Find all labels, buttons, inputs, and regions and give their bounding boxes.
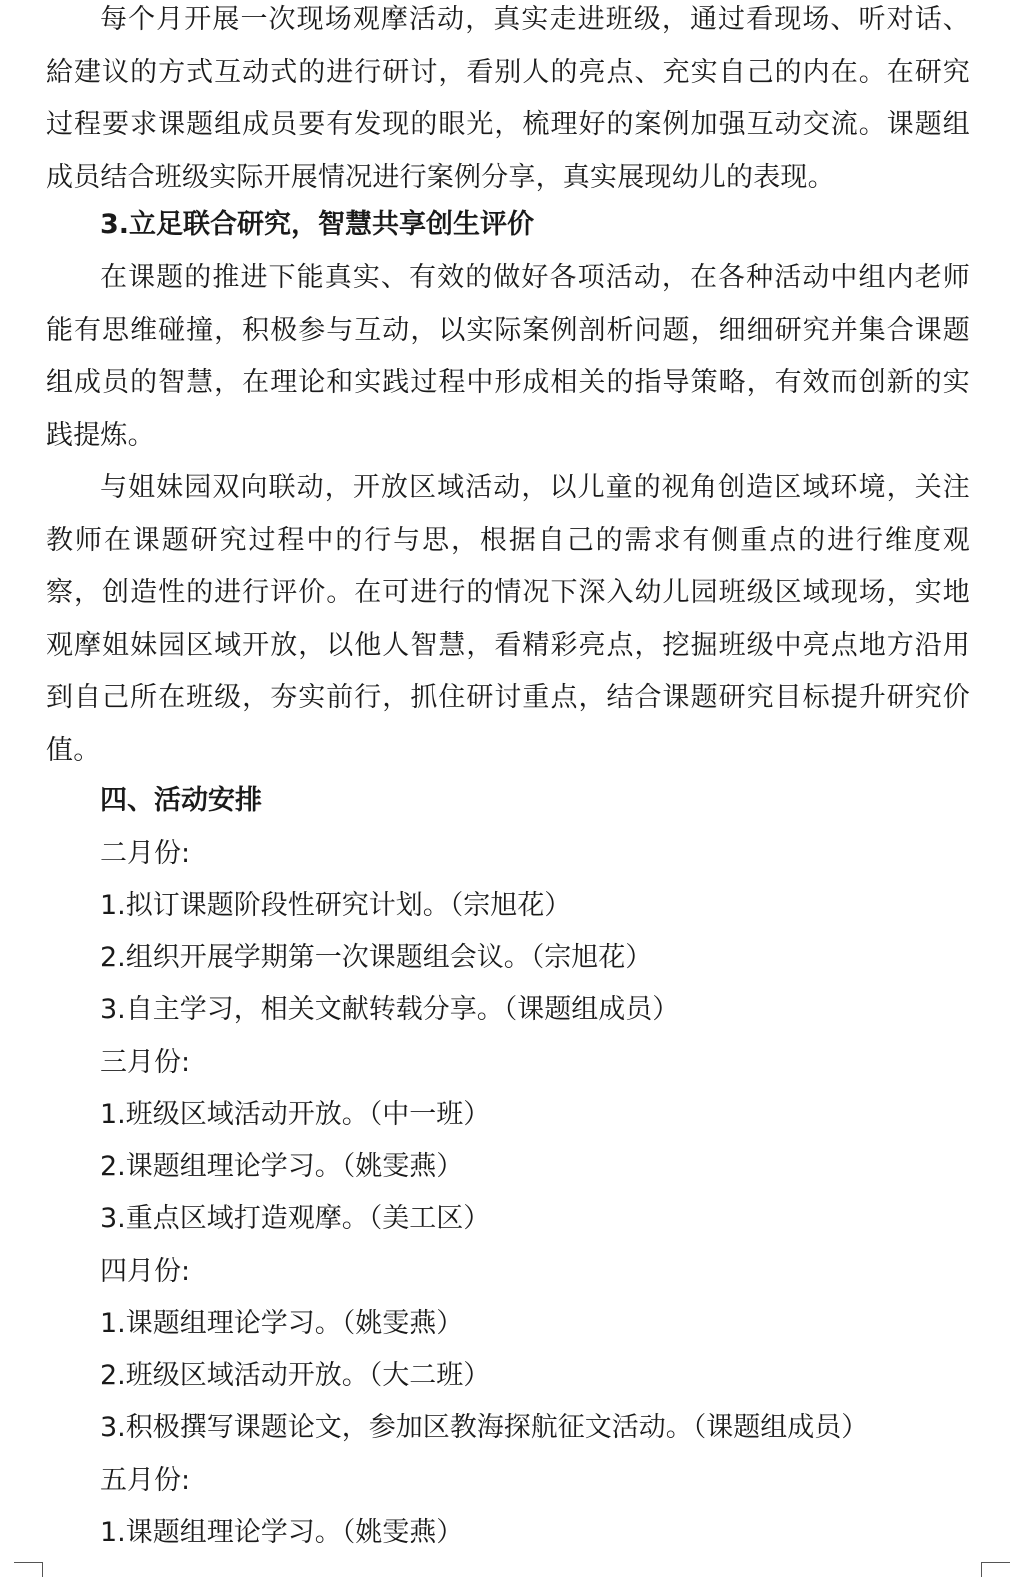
list-item: 1.课题组理论学习。（姚雯燕） bbox=[100, 1517, 464, 1548]
list-item: 1.拟订课题阶段性研究计划。（宗旭花） bbox=[100, 890, 572, 921]
page-corner-mark-left bbox=[14, 1562, 43, 1577]
list-item: 1.班级区域活动开放。（中一班） bbox=[100, 1099, 491, 1130]
list-item: 2.班级区域活动开放。（大二班） bbox=[100, 1360, 491, 1391]
list-item: 3.积极撰写课题论文，参加区教海探航征文活动。（课题组成员） bbox=[100, 1412, 869, 1443]
list-item: 3.重点区域打造观摩。（美工区） bbox=[100, 1203, 491, 1234]
paragraph-observation: 每个月开展一次现场观摩活动，真实走进班级，通过看现场、听对话、給建议的方式互动式的进行研讨，看别人的亮点、充实自己的内在。在研究过程要求课题组成员要有发现的眼光，梳理好的案例加强互动交流。课题组成员结合班级实际开展情况进行案例分享，真实展现幼儿的表现。 bbox=[46, 4, 970, 193]
paragraph-activities: 在课题的推进下能真实、有效的做好各项活动，在各种活动中组内老师能有思维碰撞，积极参与互动，以实际案例剖析问题，细细研究并集合课题组成员的智慧，在理论和实践过程中形成相关的指导策略，有效而创新的实践提炼。 bbox=[46, 262, 970, 451]
month-label-april: 四月份: bbox=[100, 1256, 191, 1287]
month-label-march: 三月份: bbox=[100, 1047, 191, 1078]
list-item: 2.组织开展学期第一次课题组会议。（宗旭花） bbox=[100, 942, 653, 973]
list-item: 2.课题组理论学习。（姚雯燕） bbox=[100, 1151, 464, 1182]
list-item: 1.课题组理论学习。（姚雯燕） bbox=[100, 1308, 464, 1339]
list-item: 3.自主学习，相关文献转载分享。（课题组成员） bbox=[100, 994, 680, 1025]
paragraph-sister-kindergarten: 与姐妹园双向联动，开放区域活动，以儿童的视角创造区域环境，关注教师在课题研究过程中的行与思，根据自己的需求有侧重点的进行维度观察，创造性的进行评价。在可进行的情况下深入幼儿园班级区域现场，实地观摩姐妹园区域开放，以他人智慧，看精彩亮点，挖掘班级中亮点地方沿用到自己所在班级，夯实前行，抓住研讨重点，结合课题研究目标提升研究价值。 bbox=[46, 472, 970, 766]
heading-joint-research: 3.立足联合研究，智慧共享创生评价 bbox=[100, 209, 535, 240]
month-label-february: 二月份: bbox=[100, 838, 191, 869]
page-corner-mark-right bbox=[981, 1562, 1010, 1577]
month-label-may: 五月份: bbox=[100, 1465, 191, 1496]
section-title-activity-schedule: 四、活动安排 bbox=[100, 785, 262, 816]
